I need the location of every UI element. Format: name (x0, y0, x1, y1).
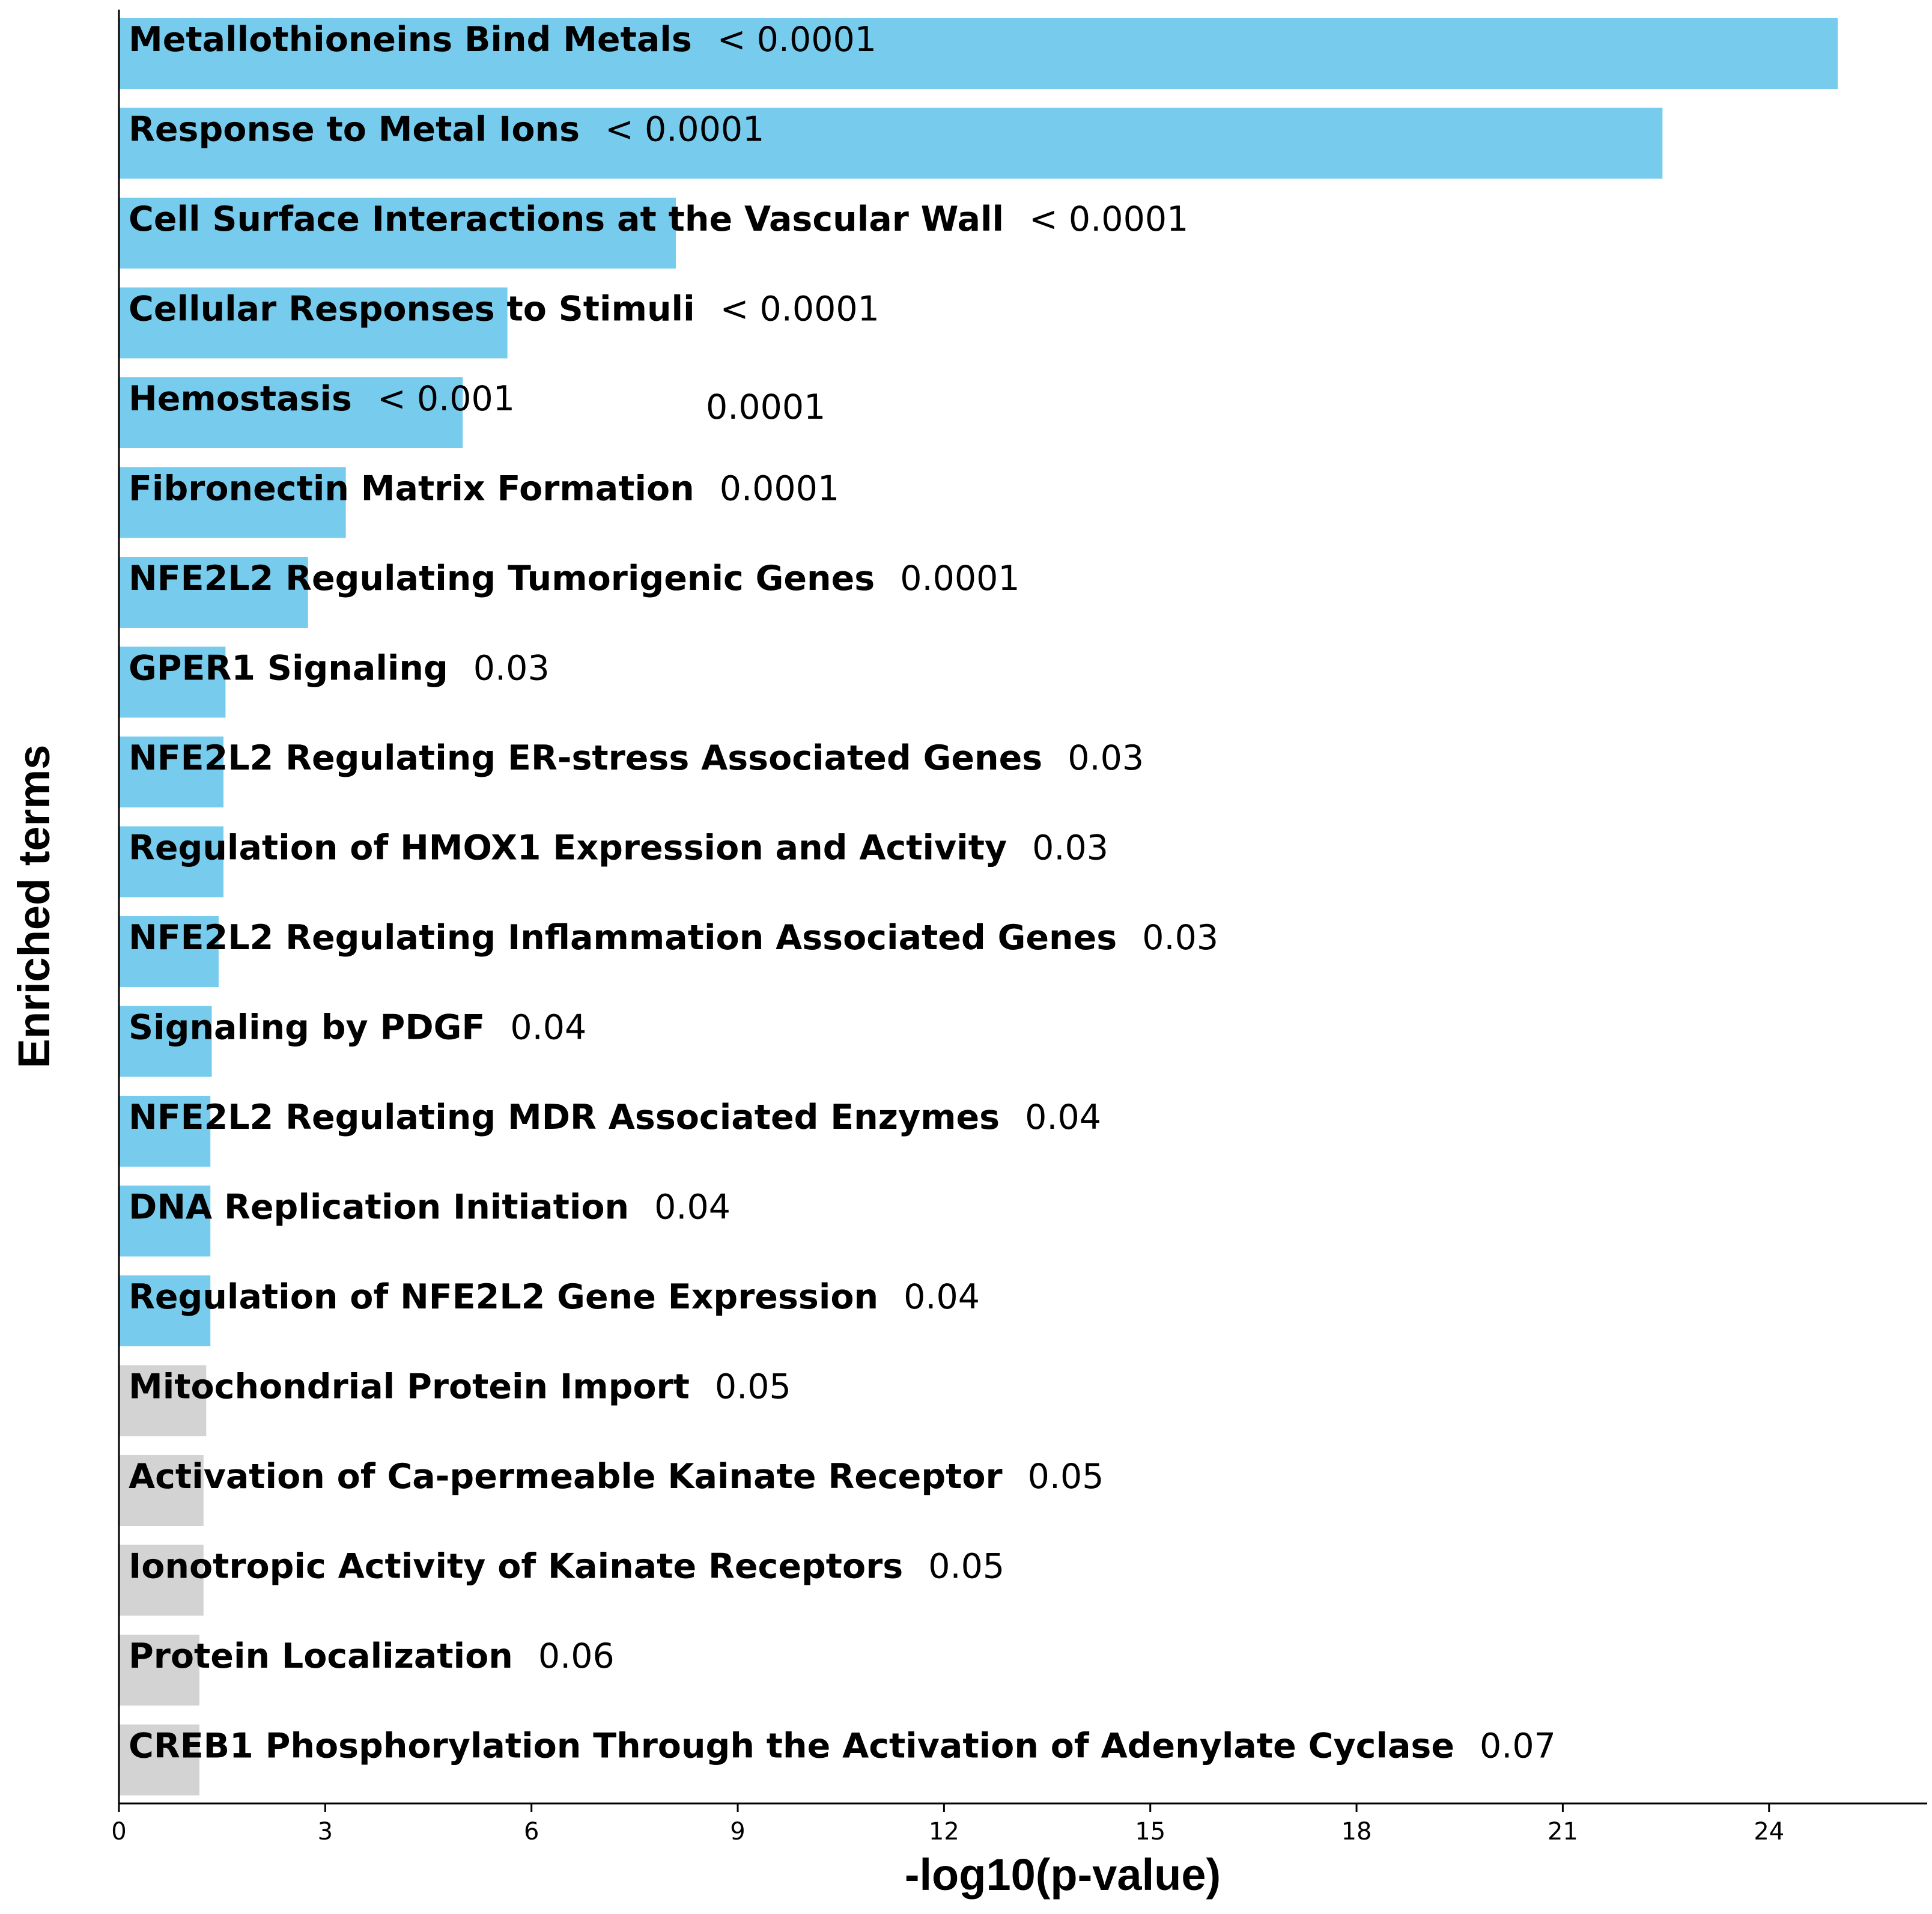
stray-p-value-annotation: 0.0001 (706, 387, 826, 427)
x-tick-label: 6 (523, 1818, 539, 1846)
bar-term-label: Cell Surface Interactions at the Vascular Wall (129, 199, 1004, 239)
bar-p-value-label: 0.04 (1025, 1098, 1101, 1137)
bar-p-value-label: < 0.001 (377, 379, 515, 419)
bar-term-label: DNA Replication Initiation (129, 1187, 630, 1227)
bar-p-value-label: 0.03 (473, 648, 550, 688)
bar-p-value-label: 0.05 (928, 1546, 1005, 1587)
x-tick-label: 0 (111, 1818, 127, 1846)
bar-term-label: Ionotropic Activity of Kainate Receptors (129, 1546, 904, 1587)
bar-term-label: NFE2L2 Regulating MDR Associated Enzymes (129, 1098, 1000, 1137)
bar-term-label: Signaling by PDGF (129, 1007, 485, 1048)
x-tick-label: 24 (1754, 1818, 1785, 1846)
bar-term-label: Regulation of NFE2L2 Gene Expression (129, 1277, 879, 1317)
bar-term-label: CREB1 Phosphorylation Through the Activation of Adenylate Cyclase (129, 1726, 1454, 1766)
bar-p-value-label: 0.04 (510, 1007, 587, 1048)
x-tick-label: 12 (928, 1818, 959, 1846)
bar-p-value-label: 0.04 (904, 1277, 980, 1317)
bar-term-label: NFE2L2 Regulating Inflammation Associated Genes (129, 918, 1117, 958)
bar-term-label: GPER1 Signaling (129, 648, 448, 688)
bar-p-value-label: < 0.0001 (605, 109, 765, 150)
bar-p-value-label: 0.03 (1032, 828, 1109, 868)
x-tick-label: 15 (1135, 1818, 1166, 1846)
bar-term-label: Protein Localization (129, 1636, 513, 1676)
bar-term-label: Mitochondrial Protein Import (129, 1367, 690, 1407)
labels-layer (129, 20, 1556, 1766)
bar-p-value-label: < 0.0001 (1029, 199, 1189, 239)
bar-term-label: Activation of Ca-permeable Kainate Receptor (129, 1457, 1003, 1496)
bar-p-value-label: 0.05 (714, 1367, 791, 1407)
bar-p-value-label: 0.0001 (719, 469, 840, 509)
bar-term-label: Regulation of HMOX1 Expression and Activity (129, 828, 1007, 868)
bar-term-label: NFE2L2 Regulating ER-stress Associated Genes (129, 738, 1043, 778)
y-axis-title: Enriched terms (9, 744, 59, 1069)
bar-term-label: Fibronectin Matrix Formation (129, 469, 694, 509)
bar-p-value-label: 0.0001 (900, 559, 1020, 598)
x-tick-label: 3 (317, 1818, 333, 1846)
x-axis-ticks (111, 1803, 1784, 1846)
bar-term-label: Hemostasis (129, 379, 352, 419)
bars-layer (119, 18, 1838, 1796)
bar-p-value-label: 0.07 (1480, 1726, 1556, 1766)
x-tick-label: 18 (1341, 1818, 1372, 1846)
bar-term-label: Metallothioneins Bind Metals (129, 20, 692, 59)
x-axis-title: -log10(p-value) (904, 1850, 1221, 1900)
bar-term-label: Cellular Responses to Stimuli (129, 289, 695, 329)
x-tick-label: 21 (1547, 1818, 1578, 1846)
bar-p-value-label: < 0.0001 (720, 289, 879, 329)
bar-term-label: Response to Metal Ions (129, 109, 580, 150)
bar-term-label: NFE2L2 Regulating Tumorigenic Genes (129, 559, 875, 598)
bar-p-value-label: 0.03 (1142, 918, 1219, 958)
bar-p-value-label: < 0.0001 (717, 20, 877, 59)
bar-p-value-label: 0.03 (1068, 738, 1144, 778)
bar-p-value-label: 0.04 (654, 1187, 731, 1227)
x-tick-label: 9 (730, 1818, 746, 1846)
bar-p-value-label: 0.05 (1027, 1457, 1104, 1496)
bar-p-value-label: 0.06 (538, 1636, 615, 1676)
